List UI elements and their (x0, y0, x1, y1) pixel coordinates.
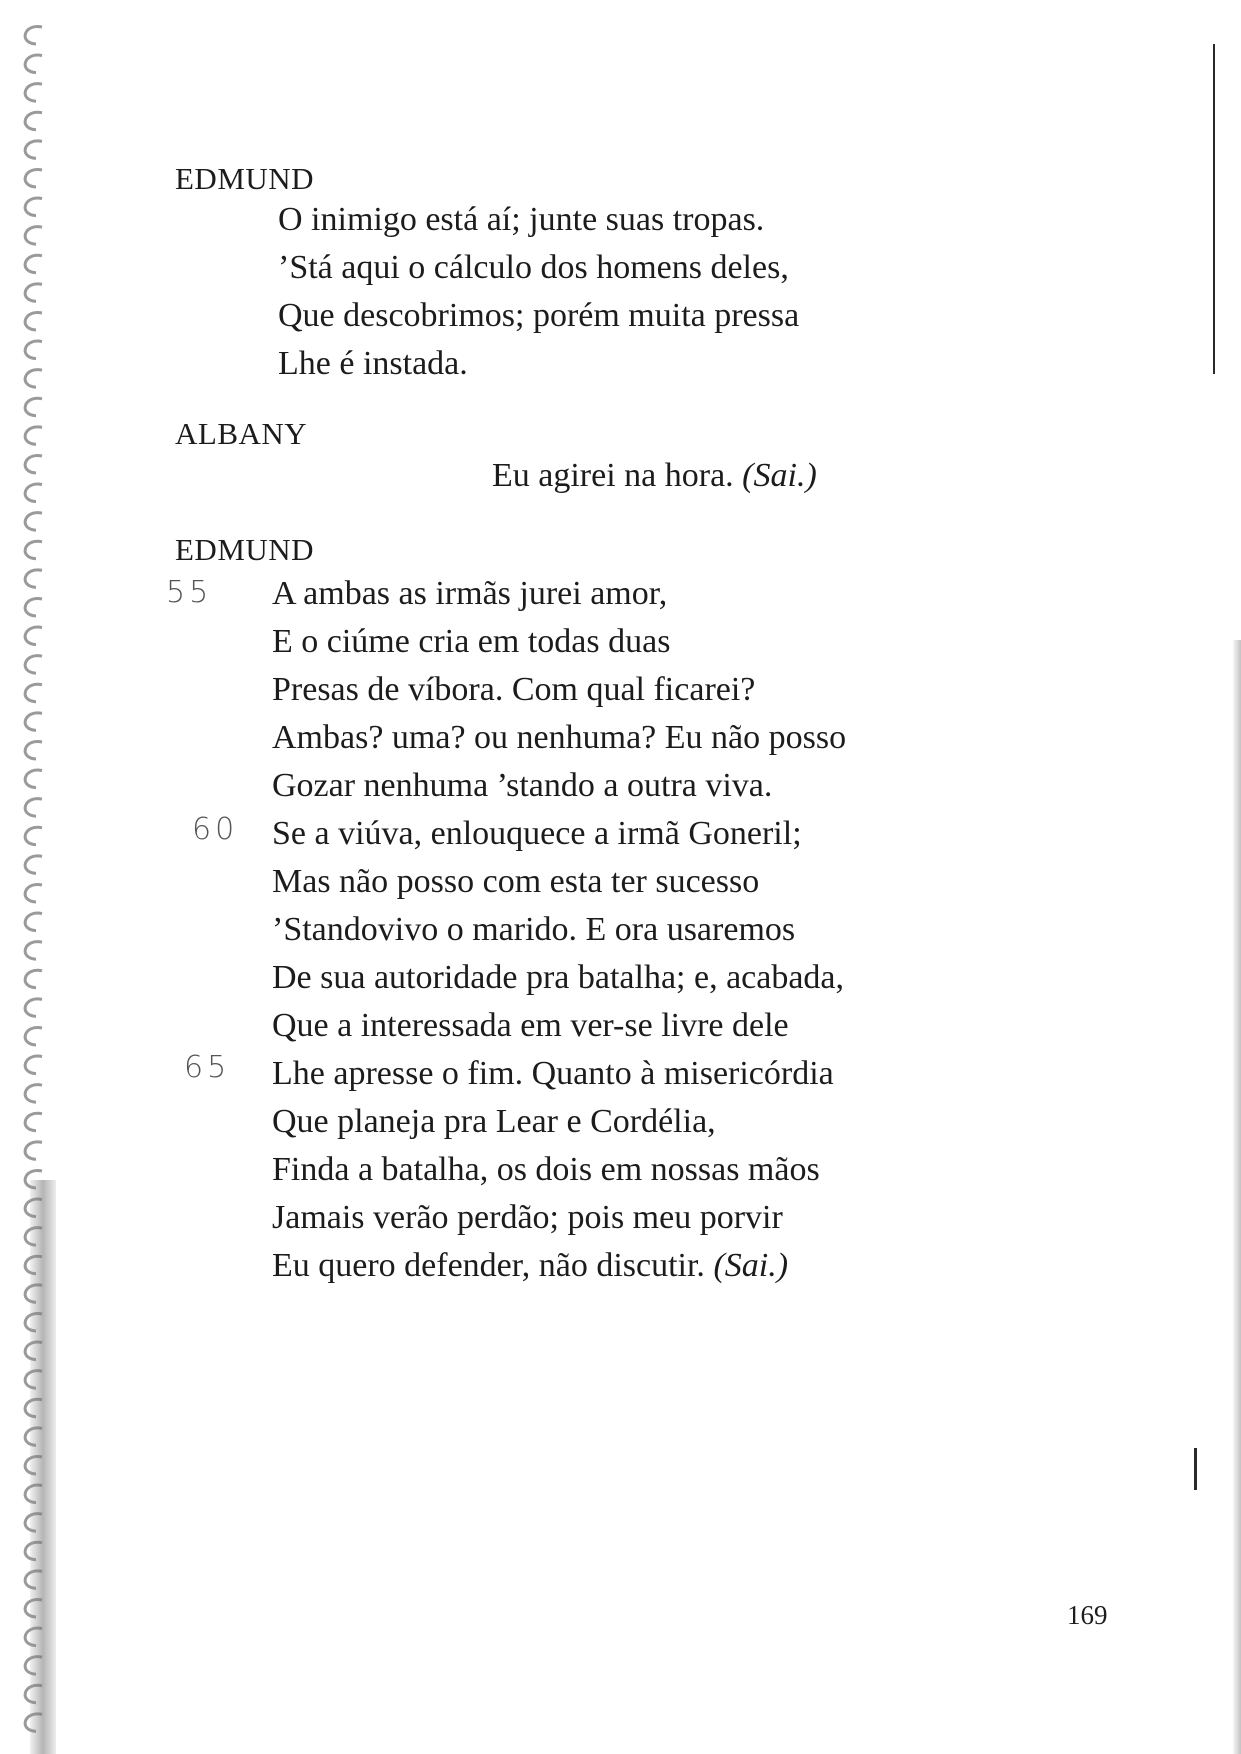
verse-line: ’Stá aqui o cálculo dos homens deles, (278, 249, 789, 286)
binding-ring (25, 856, 42, 874)
binding-ring (25, 713, 42, 731)
binding-ring (25, 341, 42, 359)
binding-ring (25, 1113, 42, 1131)
binding-ring (25, 284, 42, 302)
verse-block (492, 452, 817, 500)
verse-line: Presas de víbora. Com qual ficarei? (272, 671, 756, 708)
binding-ring (25, 55, 42, 73)
binding-ring (25, 169, 42, 187)
binding-ring (25, 427, 42, 445)
binding-ring (25, 227, 42, 245)
binding-ring (25, 627, 42, 645)
verse-line: De sua autoridade pra batalha; e, acabada, (272, 959, 845, 996)
binding-ring (25, 884, 42, 902)
binding-ring (25, 84, 42, 102)
binding-ring (25, 1056, 42, 1074)
binding-ring (25, 770, 42, 788)
verse-line: Gozar nenhuma ’stando a outra viva. (272, 767, 773, 804)
line-number-60: 60 (192, 812, 239, 847)
binding-ring (25, 26, 42, 44)
verse-line: O inimigo está aí; junte suas tropas. (278, 201, 765, 238)
binding-ring (25, 684, 42, 702)
verse-line: ’Standovivo o marido. E ora usaremos (272, 911, 796, 948)
verse-text: Eu agirei na hora. (492, 457, 734, 494)
edge-mark-top (1213, 44, 1215, 374)
binding-ring (25, 455, 42, 473)
verse-line: Lhe apresse o fim. Quanto à misericórdia (272, 1055, 834, 1092)
binding-ring (25, 513, 42, 531)
verse-line: A ambas as irmãs jurei amor, (272, 575, 668, 612)
binding-ring (25, 799, 42, 817)
stage-direction: (Sai.) (713, 1247, 789, 1284)
stage-direction: (Sai.) (742, 457, 817, 494)
page-number: 169 (1067, 1600, 1108, 1630)
binding-ring (25, 656, 42, 674)
verse-line: Que descobrimos; porém muita pressa (278, 297, 800, 334)
binding-ring (25, 570, 42, 588)
binding-ring (25, 1085, 42, 1103)
verse-line: Se a viúva, enlouquece a irmã Goneril; (272, 815, 802, 852)
binding-ring (25, 913, 42, 931)
speaker-name: EDMUND (175, 161, 315, 196)
binding-ring (25, 1142, 42, 1160)
binding-ring (25, 198, 42, 216)
verse-line: Mas não posso com esta ter sucesso (272, 863, 760, 900)
verse-block (272, 570, 846, 1290)
verse-text: Eu quero defender, não discutir. (272, 1247, 705, 1284)
binding-ring (25, 398, 42, 416)
verse-line: Que planeja pra Lear e Cordélia, (272, 1103, 716, 1140)
binding-ring (25, 970, 42, 988)
verse-line: E o ciúme cria em todas duas (272, 623, 671, 660)
binding-ring (25, 942, 42, 960)
binding-ring (25, 112, 42, 130)
binding-ring (25, 370, 42, 388)
verse-block (278, 196, 799, 388)
line-number-65: 65 (184, 1050, 231, 1085)
verse-line (492, 452, 817, 500)
binding-ring (25, 255, 42, 273)
binding-ring (25, 484, 42, 502)
binding-ring (25, 312, 42, 330)
speaker-name: EDMUND (175, 532, 315, 567)
binding-ring (25, 999, 42, 1017)
verse-line: Lhe é instada. (278, 345, 468, 382)
binding-shadow (30, 1180, 56, 1754)
edge-shadow (1233, 640, 1241, 1754)
binding-ring (25, 741, 42, 759)
speaker-name: ALBANY (175, 416, 308, 451)
verse-line: Finda a batalha, os dois em nossas mãos (272, 1151, 820, 1188)
edge-mark-bottom (1194, 1448, 1197, 1490)
binding-ring (25, 141, 42, 159)
binding-ring (25, 827, 42, 845)
verse-line: Ambas? uma? ou nenhuma? Eu não posso (272, 719, 847, 756)
verse-line (272, 1242, 846, 1290)
binding-ring (25, 541, 42, 559)
line-number-55: 55 (166, 575, 213, 610)
binding-ring (25, 598, 42, 616)
verse-line: Que a interessada em ver-se livre dele (272, 1007, 789, 1044)
binding-ring (25, 1027, 42, 1045)
verse-line: Jamais verão perdão; pois meu porvir (272, 1199, 783, 1236)
